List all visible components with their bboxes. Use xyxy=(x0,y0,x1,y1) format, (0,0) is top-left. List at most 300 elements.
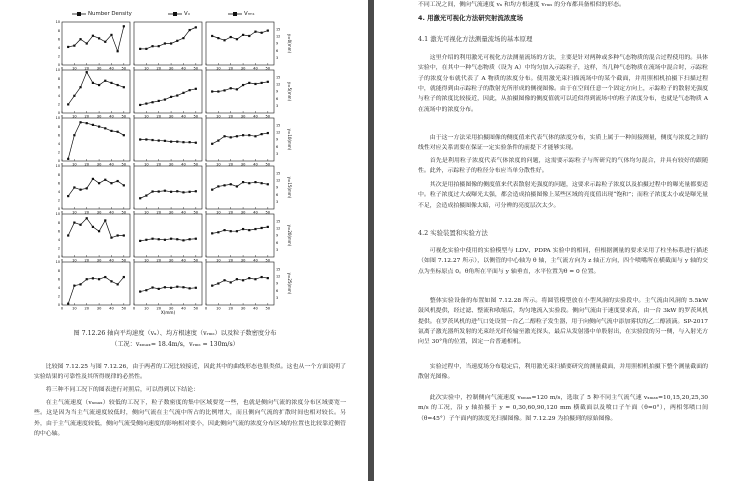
x-tick-label: 10 xyxy=(72,66,77,71)
x-tick-label: 50 xyxy=(121,258,127,263)
data-point xyxy=(182,239,184,241)
y-tick-label: 6 xyxy=(57,229,60,234)
y-tick-label: 9 xyxy=(276,233,279,238)
data-point xyxy=(182,286,184,288)
y-tick-label: 10 xyxy=(55,212,60,217)
y-tick-label: 4 xyxy=(57,46,60,50)
x-tick-label: 40 xyxy=(181,162,186,167)
data-point xyxy=(67,234,69,236)
x-tick-label: 10 xyxy=(144,258,149,263)
x-tick-label: 0 xyxy=(204,114,208,119)
x-tick-label: 0 xyxy=(204,162,208,167)
data-point xyxy=(123,276,125,278)
data-point xyxy=(151,101,153,103)
data-point xyxy=(170,191,172,193)
x-tick-label: 0 xyxy=(60,66,64,71)
data-point xyxy=(217,90,219,92)
data-point xyxy=(242,279,244,281)
data-point xyxy=(189,238,191,240)
paragraph-model: 可视化实验中使用的实验模型与 LDV、PDPA 实验中的相同，但根据测量的要求采用了柱坐标系进行描述（如图 7.12.27 所示），以侧管的中心轴为 θ 轴，主气流方向为 z 轴正方向，四个喷嘴所在横截面与 y 轴的交点为坐标原点 0。θ角所在平面与 y 轴垂直，水平位置为θ = 0 位置。 xyxy=(418,248,708,275)
data-point xyxy=(242,134,244,136)
data-point xyxy=(79,283,81,285)
data-point xyxy=(158,238,160,240)
panel-frame xyxy=(206,262,274,305)
y-tick-label: 0 xyxy=(57,159,60,164)
data-point xyxy=(139,104,141,106)
data-point xyxy=(104,41,106,43)
data-point xyxy=(164,239,166,241)
data-point xyxy=(267,183,269,185)
data-point xyxy=(267,277,269,279)
data-point xyxy=(254,31,256,33)
data-point xyxy=(230,183,232,185)
row-label: y=0(mm) xyxy=(287,33,292,54)
x-tick-label: 20 xyxy=(84,114,90,119)
data-point xyxy=(267,81,269,83)
y-tick-label: 4 xyxy=(57,286,60,290)
x-tick-label: 20 xyxy=(156,306,162,311)
data-point xyxy=(195,142,197,144)
y-tick-label: 4 xyxy=(57,94,60,98)
data-point xyxy=(230,136,232,138)
x-tick-label: 0 xyxy=(132,210,136,215)
data-point xyxy=(145,102,147,104)
data-point xyxy=(217,185,219,187)
data-point xyxy=(104,127,106,129)
data-point xyxy=(254,83,256,85)
data-point xyxy=(248,182,250,184)
data-point xyxy=(195,88,197,90)
x-tick-label: 50 xyxy=(121,114,127,119)
data-point xyxy=(158,100,160,102)
x-tick-label: 50 xyxy=(193,306,199,311)
x-tick-label: 0 xyxy=(132,306,136,311)
y-tick-label: 0 xyxy=(57,255,60,260)
x-tick-label: 10 xyxy=(216,162,221,167)
legend-entry-vx xyxy=(168,11,190,17)
data-point xyxy=(189,141,191,143)
data-point xyxy=(182,141,184,143)
data-point xyxy=(151,190,153,192)
data-point xyxy=(123,25,125,27)
x-tick-label: 50 xyxy=(193,162,199,167)
data-point xyxy=(79,189,81,191)
data-point xyxy=(170,42,172,44)
figure-caption-title: 图 7.12.26 轴向平均速度（vₓ）、均方根速度（vᵣₘₛ）以及粒子数密度分布 xyxy=(73,330,277,337)
panel-frame xyxy=(134,166,202,209)
x-tick-label: 40 xyxy=(253,162,258,167)
x-tick-label: 10 xyxy=(144,210,149,215)
data-point xyxy=(145,289,147,291)
data-point xyxy=(236,230,238,232)
series-line xyxy=(68,277,124,304)
y-tick-label: 0 xyxy=(57,63,60,68)
y-tick-label: 9 xyxy=(276,89,279,94)
data-point xyxy=(242,181,244,183)
x-tick-label: 20 xyxy=(156,66,162,71)
y-tick-label: 0 xyxy=(57,207,60,212)
x-tick-label: 20 xyxy=(84,162,90,167)
x-tick-label: 50 xyxy=(121,306,127,311)
panel-frame xyxy=(206,22,274,65)
data-point xyxy=(110,280,112,282)
x-tick-label: 40 xyxy=(181,210,186,215)
y-tick-label: 0 xyxy=(57,303,60,308)
legend-entry-density xyxy=(72,11,132,17)
y-tick-label: 6 xyxy=(276,48,279,53)
y-tick-label: 12 xyxy=(276,34,281,39)
data-point xyxy=(211,189,213,191)
data-point xyxy=(176,286,178,288)
x-tick-label: 40 xyxy=(253,210,258,215)
y-tick-label: 12 xyxy=(276,274,281,279)
data-point xyxy=(79,38,81,40)
x-tick-label: 40 xyxy=(109,114,114,119)
x-tick-label: 30 xyxy=(168,306,174,311)
x-tick-label: 40 xyxy=(181,114,186,119)
data-point xyxy=(117,180,119,182)
data-point xyxy=(223,279,225,281)
series-line xyxy=(140,287,196,292)
x-tick-label: 20 xyxy=(156,162,162,167)
panel-frame xyxy=(134,214,202,257)
y-tick-label: 0 xyxy=(57,111,60,116)
data-point xyxy=(211,232,213,234)
section-heading-4-2: 4.2 实验装置和实验方法 xyxy=(418,229,488,237)
data-point xyxy=(117,283,119,285)
y-tick-label: 8 xyxy=(57,268,60,273)
x-tick-label: 20 xyxy=(228,306,234,311)
x-tick-label: 10 xyxy=(144,306,149,311)
data-point xyxy=(73,285,75,287)
x-tick-label: 30 xyxy=(240,162,246,167)
y-tick-label: 4 xyxy=(57,142,60,146)
data-point xyxy=(98,37,100,39)
panel-frame xyxy=(206,214,274,257)
panel-frame xyxy=(62,118,130,161)
x-tick-label: 30 xyxy=(240,114,246,119)
paragraph-procedure: 实验过程中，当速度场分布稳定后，利用激光束扫描要研究的测量截面，并用照相机拍摄下整个测量截面的散射光图像。 xyxy=(418,364,708,381)
x-tick-label: 0 xyxy=(132,162,136,167)
data-point xyxy=(176,94,178,96)
data-point xyxy=(151,286,153,288)
x-tick-label: 50 xyxy=(193,66,199,71)
x-tick-label: 40 xyxy=(253,114,258,119)
body-paragraph-3: 在主气流速度（vₓₘₐₓ）较低的工况下，粒子数密度的集中区域要宽一些，也就是侧向气流的浓度分布区域要宽一些。这是因为当主气流速度较低时，侧向气流在主气流中所占的比例增大，而且侧向气流的扩散时间也相对较长。另外，由于主气流速度较低，侧向气流受侧向速度的影响相对要小，因此侧向气流的浓度分布区域的位置也比较靠近侧管的中心轴。 xyxy=(34,400,346,437)
x-tick-label: 10 xyxy=(72,258,77,263)
x-tick-label: 30 xyxy=(168,66,174,71)
x-tick-label: 0 xyxy=(204,306,208,311)
x-tick-label: 50 xyxy=(265,210,271,215)
data-point xyxy=(261,276,263,278)
series-line xyxy=(212,227,268,233)
x-tick-label: 20 xyxy=(228,114,234,119)
row-label: y=15(mm) xyxy=(287,176,292,199)
y-tick-label: 15 xyxy=(276,267,281,272)
data-point xyxy=(230,36,232,38)
series-line xyxy=(68,218,124,237)
data-point xyxy=(261,182,263,184)
y-tick-label: 8 xyxy=(57,172,60,177)
y-tick-label: 3 xyxy=(276,200,279,205)
data-point xyxy=(151,139,153,141)
data-point xyxy=(86,71,88,73)
x-tick-label: 30 xyxy=(168,258,174,263)
data-point xyxy=(195,238,197,240)
y-tick-label: 6 xyxy=(276,240,279,245)
data-point xyxy=(182,92,184,94)
x-tick-label: 10 xyxy=(216,114,221,119)
x-tick-label: 20 xyxy=(84,306,90,311)
data-point xyxy=(236,135,238,137)
x-tick-label: 30 xyxy=(240,306,246,311)
x-tick-label: 20 xyxy=(156,210,162,215)
x-tick-label: 30 xyxy=(96,306,102,311)
data-point xyxy=(195,26,197,28)
data-point xyxy=(248,229,250,231)
data-point xyxy=(79,86,81,88)
data-point xyxy=(189,287,191,289)
data-point xyxy=(164,190,166,192)
data-point xyxy=(110,34,112,36)
data-point xyxy=(104,179,106,181)
data-point xyxy=(189,29,191,31)
data-point xyxy=(92,178,94,180)
data-point xyxy=(189,89,191,91)
panel-frame xyxy=(62,70,130,113)
series-line xyxy=(212,82,268,92)
data-point xyxy=(170,96,172,98)
y-tick-label: 10 xyxy=(55,68,60,73)
paragraph-principle: 这里介绍的利用激光可视化方法测量流场的方法，主要是针对两种或多种气态物质的混合过程使用的。具体实验中，在其中一种气态物质（设为 A）中均匀加入示踪粒子，这样，当几种气态物质在流场中混合时，示踪粒子的浓度分布就代表了 A 物质的浓度分布。使用激光束扫描流场中的某个截面，并用照相机拍摄下扫描过程中，就能得到由示踪粒子的散射光所形成的侧视图像。由于在空间任意一个固定方向上，示踪粒子的散射光强度与粒子的浓度比较接近，因此，从拍摄图像的侧度值就可以近似得到流场中的粒子浓度分布，也就是气态物质 A 在流场中的浓度分布。 xyxy=(418,55,708,113)
data-point xyxy=(139,138,141,140)
x-tick-label: 10 xyxy=(216,210,221,215)
data-point xyxy=(86,122,88,124)
x-tick-label: 20 xyxy=(84,66,90,71)
data-point xyxy=(242,84,244,86)
series-line xyxy=(212,277,268,286)
data-point xyxy=(236,38,238,40)
x-tick-label: 40 xyxy=(109,306,114,311)
data-point xyxy=(254,228,256,230)
data-point xyxy=(211,90,213,92)
x-tick-label: 50 xyxy=(265,306,271,311)
velocity-density-figure xyxy=(40,18,300,318)
data-point xyxy=(158,139,160,141)
y-tick-label: 6 xyxy=(57,133,60,138)
data-point xyxy=(164,140,166,142)
body-paragraph-2: 将三种不同工况下的图表进行对照后，可以得到以下结论： xyxy=(45,387,199,393)
data-point xyxy=(123,234,125,236)
data-point xyxy=(117,131,119,133)
y-tick-label: 2 xyxy=(57,198,60,203)
body-paragraph-1: 比较图 7.12.25 与图 7.12.26，由于两者的工况比较接近，因此其中的曲线形态也很类似。这也从一个方面说明了实验结果的可靠性及其所得规律的必然性。 xyxy=(34,364,346,381)
x-tick-label: 50 xyxy=(193,210,199,215)
x-tick-label: 30 xyxy=(168,162,174,167)
paragraph-indirect: 由于这一方法采用拍摄图像的侧度值来代表气体的浓度分布，实质上属于一种间接测量，侧度与浓度之间的线性对应关系需要在保证一定实验条件的前提下才能够实现。 xyxy=(418,135,708,152)
y-tick-label: 6 xyxy=(57,277,60,282)
y-tick-label: 6 xyxy=(57,37,60,42)
data-point xyxy=(223,184,225,186)
data-point xyxy=(176,40,178,42)
data-point xyxy=(151,45,153,47)
y-tick-label: 2 xyxy=(57,54,60,59)
series-line xyxy=(68,72,124,104)
data-point xyxy=(254,278,256,280)
data-point xyxy=(223,229,225,231)
data-point xyxy=(211,285,213,287)
data-point xyxy=(104,276,106,278)
data-point xyxy=(110,237,112,239)
legend-label: Vₓ xyxy=(184,11,191,17)
row-label: y=20(mm) xyxy=(287,224,292,247)
data-point xyxy=(242,34,244,36)
y-tick-label: 2 xyxy=(57,150,60,155)
y-tick-label: 2 xyxy=(57,294,60,299)
y-tick-label: 15 xyxy=(276,75,281,80)
legend-entry-vrms xyxy=(228,11,254,17)
data-point xyxy=(170,141,172,143)
paragraph-conditions: 此次实验中，控制侧向气流速度 vₓₘₐₓ=120 m/s，选取了 5 种不同主气流气速 vₓₘₐₓ=10,15,20,25,30 m/s 的工况，沿 y 轴拍摄于 y = 0,30,60,90,120 mm 横截面以及喷口子午面（θ=0°），两相邻喷口间（θ=45°）子午面内的浓度光扫描图像。图 7.12.29 为拍摄到的原始图像。 xyxy=(418,395,708,422)
x-tick-label: 50 xyxy=(121,210,127,215)
y-tick-label: 10 xyxy=(55,116,60,121)
data-point xyxy=(92,277,94,279)
x-tick-label: 30 xyxy=(96,210,102,215)
y-tick-label: 15 xyxy=(276,27,281,32)
paragraph-exposure: 其次是用拍摄图像的侧度值来代表散射光强度的问题，这要求示踪粒子浓度以及拍摄过程中的曝光量都要适中。粒子浓度过大或曝光太强，都会造成拍摄图像上某些区域的亮度值出现“饱和”；而粒子浓度太小或是曝光量不足，会造成拍摄图像太暗，可分辨的亮度层次太少。 xyxy=(418,182,708,209)
data-point xyxy=(151,238,153,240)
data-point xyxy=(217,139,219,141)
data-point xyxy=(223,135,225,137)
x-tick-label: 10 xyxy=(72,162,77,167)
data-point xyxy=(267,30,269,32)
data-point xyxy=(98,230,100,232)
x-tick-label: 40 xyxy=(109,66,114,71)
x-tick-label: 0 xyxy=(132,66,136,71)
legend-label: Number Density xyxy=(88,11,132,17)
data-point xyxy=(79,224,81,226)
data-point xyxy=(230,230,232,232)
x-tick-label: 10 xyxy=(216,258,221,263)
series-line xyxy=(68,26,124,51)
data-point xyxy=(248,277,250,279)
x-tick-label: 0 xyxy=(60,306,64,311)
panel-frame xyxy=(62,262,130,305)
x-tick-label: 10 xyxy=(216,306,221,311)
series-line xyxy=(140,89,196,105)
data-point xyxy=(236,185,238,187)
data-point xyxy=(73,95,75,97)
x-tick-label: 10 xyxy=(72,114,77,119)
data-point xyxy=(98,182,100,184)
section-heading-4-1: 4.1 激光可视化方法测量流场的基本原理 xyxy=(418,35,533,43)
top-fragment: 不同工况之间，侧向气流速度 vₓ 和均方根速度 vᵣₘₛ 的分布都具备相似的形态。 xyxy=(418,2,625,8)
y-tick-label: 6 xyxy=(57,181,60,186)
paragraph-tracer: 首先是利用粒子浓度代表气体浓度的问题，这需要示踪粒子与所研究的气体均匀混合，并具有较好的跟随性。此外，示踪粒子的粒径分布应当单分散性好。 xyxy=(418,158,708,175)
x-tick-label: 50 xyxy=(193,258,199,263)
x-tick-label: 10 xyxy=(144,162,149,167)
data-point xyxy=(211,35,213,37)
x-tick-label: 50 xyxy=(265,258,271,263)
panel-frame xyxy=(134,70,202,113)
figure-caption-condition: （工况：vₓₘₐₓ= 18.4m/s，vᵣₘₛ = 130m/s） xyxy=(111,341,239,348)
x-tick-label: 20 xyxy=(228,162,234,167)
x-tick-label: 20 xyxy=(228,66,234,71)
data-point xyxy=(164,286,166,288)
legend-marker-icon xyxy=(228,11,242,17)
y-tick-label: 15 xyxy=(276,123,281,128)
x-tick-label: 40 xyxy=(109,162,114,167)
x-tick-label: 40 xyxy=(181,258,186,263)
y-tick-label: 10 xyxy=(55,260,60,265)
y-tick-label: 4 xyxy=(57,190,60,194)
data-point xyxy=(79,121,81,123)
x-tick-label: 30 xyxy=(240,210,246,215)
y-tick-label: 2 xyxy=(57,246,60,251)
data-point xyxy=(176,141,178,143)
data-point xyxy=(67,46,69,48)
paragraph-setup: 整体实验设备的布置如图 7.12.28 所示。将圆管模型放在小型风洞的实验段中。主气流由风洞的 5.5kW 鼓风机提供，经过滤、整流和收缩后，均匀地流入实验段。侧向气流由于速度要求高，由一台 3kW 的罗茨风机提供。在罗茨风机的进气口处设置一台乙二醇粒子发生器，用于向侧向气流中添加雾状的乙二醇液滴。SP-2017 氩离子激光器所发射的光束经光纤传输至激光探头，最后从发射器中单股射出，在实验段的另一侧，与入射光方向呈 30°角的位置，固定一台普通相机。 xyxy=(418,298,708,346)
data-point xyxy=(117,84,119,86)
x-tick-label: 40 xyxy=(109,258,114,263)
data-point xyxy=(211,143,213,145)
data-point xyxy=(182,191,184,193)
y-tick-label: 6 xyxy=(276,192,279,197)
row-label: y=5(mm) xyxy=(287,81,292,102)
data-point xyxy=(73,186,75,188)
data-point xyxy=(123,184,125,186)
series-line xyxy=(140,27,196,49)
data-point xyxy=(73,134,75,136)
x-tick-label: 10 xyxy=(144,114,149,119)
y-tick-label: 10 xyxy=(55,20,60,25)
data-point xyxy=(139,240,141,242)
x-tick-label: 50 xyxy=(193,114,199,119)
data-point xyxy=(123,86,125,88)
left-page xyxy=(0,0,368,481)
data-point xyxy=(139,290,141,292)
series-line xyxy=(140,140,196,143)
x-tick-label: 30 xyxy=(96,258,102,263)
x-tick-label: 50 xyxy=(265,66,271,71)
x-tick-label: 30 xyxy=(240,66,246,71)
x-tick-label: 30 xyxy=(240,258,246,263)
series-line xyxy=(140,239,196,241)
y-tick-label: 6 xyxy=(276,288,279,293)
data-point xyxy=(182,37,184,39)
data-point xyxy=(158,288,160,290)
data-point xyxy=(236,278,238,280)
y-tick-label: 15 xyxy=(276,219,281,224)
y-tick-label: 3 xyxy=(276,104,279,109)
y-tick-label: 9 xyxy=(276,137,279,142)
data-point xyxy=(248,134,250,136)
y-tick-label: 2 xyxy=(57,102,60,107)
data-point xyxy=(67,103,69,105)
series-line xyxy=(68,122,124,159)
data-point xyxy=(110,82,112,84)
data-point xyxy=(267,226,269,228)
x-tick-label: 0 xyxy=(60,258,64,263)
x-tick-label: 50 xyxy=(265,162,271,167)
x-tick-label: 10 xyxy=(72,210,77,215)
x-tick-label: 40 xyxy=(253,258,258,263)
data-point xyxy=(170,287,172,289)
data-point xyxy=(98,126,100,128)
section-heading-4: 4. 用激光可视化方法研究射流浓度场 xyxy=(418,14,523,22)
data-point xyxy=(158,45,160,47)
data-point xyxy=(217,231,219,233)
